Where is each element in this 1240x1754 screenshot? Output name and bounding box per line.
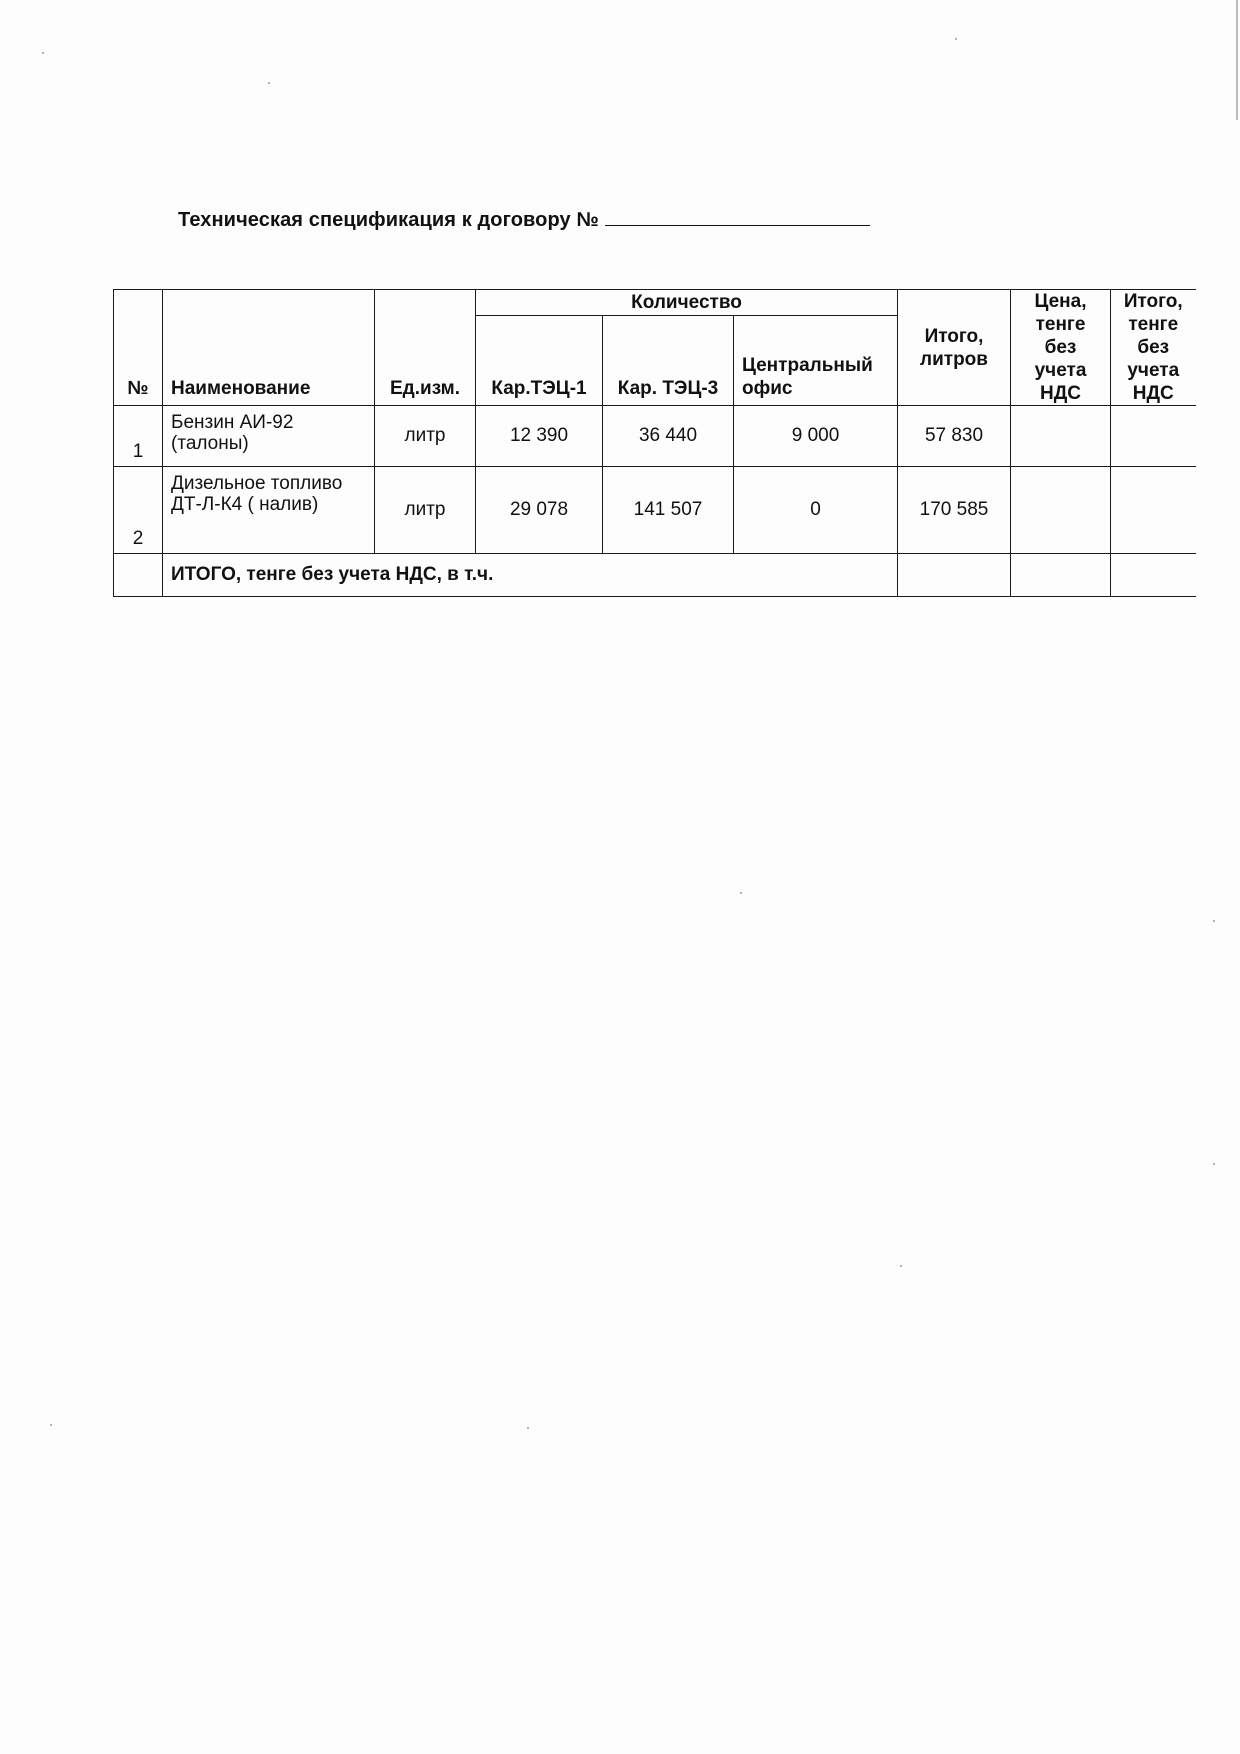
total-row-total-liters bbox=[898, 554, 1011, 597]
total-row-num bbox=[114, 554, 163, 597]
header-office: Центральный офис bbox=[734, 316, 898, 406]
contract-number-blank bbox=[605, 211, 870, 226]
scan-speck bbox=[42, 52, 44, 54]
scan-edge bbox=[1236, 0, 1238, 120]
header-price: Цена, тенге без учета НДС bbox=[1011, 290, 1111, 406]
total-row-label: ИТОГО, тенге без учета НДС, в т.ч. bbox=[163, 554, 898, 597]
scan-speck bbox=[740, 892, 742, 894]
row-price bbox=[1011, 406, 1111, 467]
scan-speck bbox=[50, 1424, 52, 1426]
row-tec3: 36 440 bbox=[603, 406, 734, 467]
header-total-liters: Итого, литров bbox=[898, 290, 1011, 406]
table-row bbox=[114, 406, 1196, 467]
row-total-no-vat bbox=[1111, 467, 1196, 554]
total-row-price bbox=[1011, 554, 1111, 597]
header-total-no-vat: Итого, тенге без учета НДС bbox=[1111, 290, 1196, 406]
scan-speck bbox=[1213, 1163, 1215, 1165]
scan-speck bbox=[268, 82, 270, 84]
scan-speck bbox=[955, 38, 957, 40]
row-tec1: 12 390 bbox=[476, 406, 603, 467]
row-unit: литр bbox=[375, 406, 476, 467]
row-num: 2 bbox=[114, 467, 163, 554]
table-row bbox=[114, 467, 1196, 554]
header-name: Наименование bbox=[163, 290, 375, 406]
header-tec1: Кар.ТЭЦ-1 bbox=[476, 316, 603, 406]
specification-table bbox=[113, 289, 1196, 597]
row-office: 9 000 bbox=[734, 406, 898, 467]
row-name: Бензин АИ-92 (талоны) bbox=[163, 406, 375, 467]
row-tec3: 141 507 bbox=[603, 467, 734, 554]
row-office: 0 bbox=[734, 467, 898, 554]
row-unit: литр bbox=[375, 467, 476, 554]
total-row-total-no-vat bbox=[1111, 554, 1196, 597]
row-total-liters: 57 830 bbox=[898, 406, 1011, 467]
header-row bbox=[114, 290, 1196, 316]
scan-speck bbox=[1213, 920, 1215, 922]
row-price bbox=[1011, 467, 1111, 554]
document-title-text: Техническая спецификация к договору № bbox=[178, 209, 599, 231]
document-title bbox=[178, 209, 870, 232]
total-row bbox=[114, 554, 1196, 597]
row-name: Дизельное топливо ДТ-Л-К4 ( налив) bbox=[163, 467, 375, 554]
row-total-liters: 170 585 bbox=[898, 467, 1011, 554]
header-num: № bbox=[114, 290, 163, 406]
scan-speck bbox=[900, 1265, 902, 1267]
header-unit: Ед.изм. bbox=[375, 290, 476, 406]
header-tec3: Кар. ТЭЦ-3 bbox=[603, 316, 734, 406]
header-quantity-group: Количество bbox=[476, 290, 898, 316]
row-tec1: 29 078 bbox=[476, 467, 603, 554]
row-total-no-vat bbox=[1111, 406, 1196, 467]
row-num: 1 bbox=[114, 406, 163, 467]
scan-speck bbox=[527, 1427, 529, 1429]
